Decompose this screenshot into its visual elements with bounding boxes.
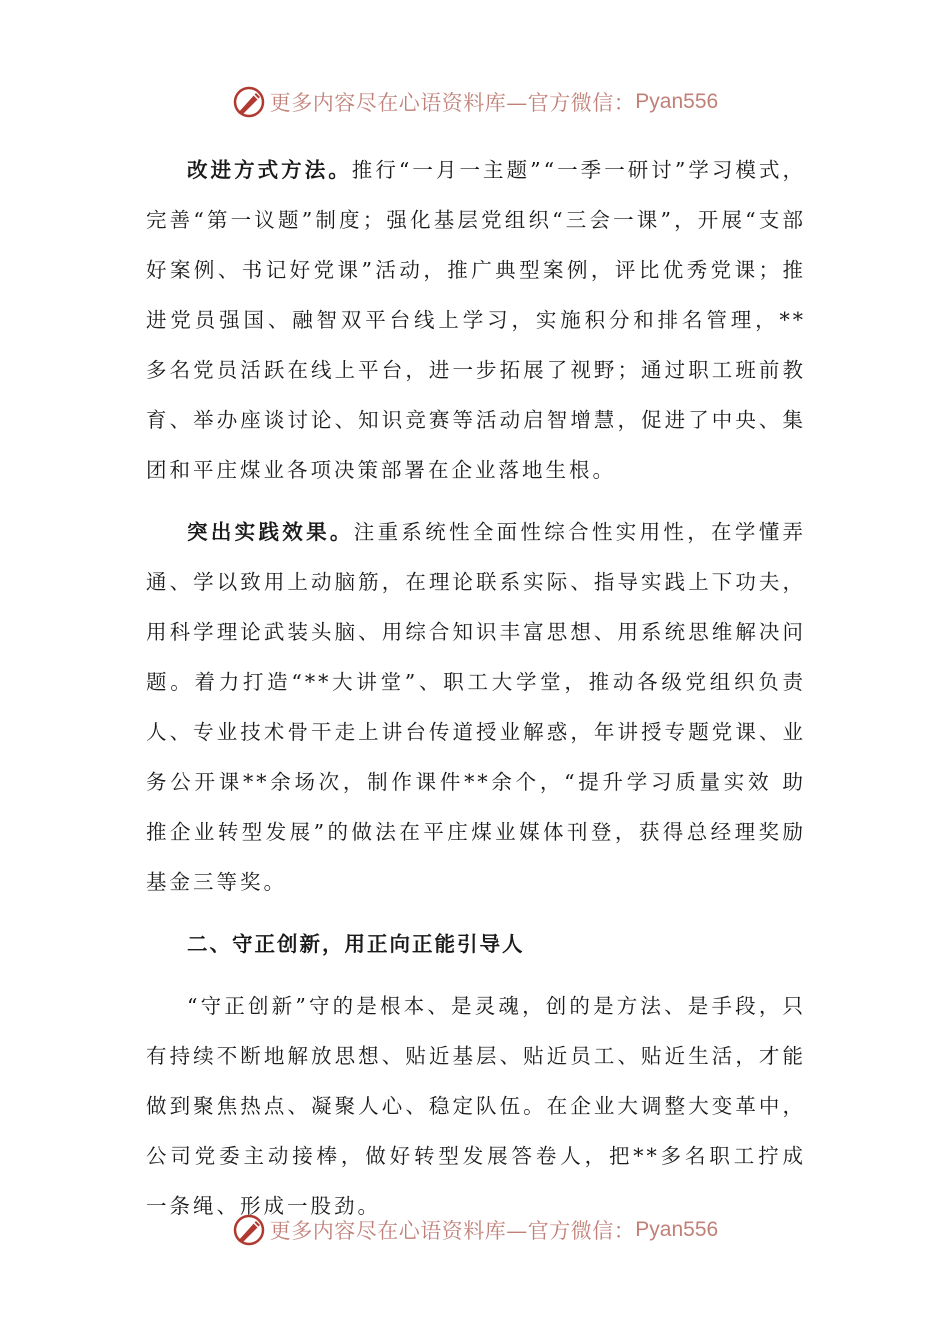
watermark-header bbox=[0, 82, 950, 122]
paragraph-1 bbox=[146, 145, 806, 495]
section-paragraph: “守正创新”守的是根本、是灵魂，创的是方法、是手段，只有持续不断地解放思想、贴近基层、贴近员工、贴近生活，才能做到聚焦热点、凝聚人心、稳定队伍。在企业大调整大变革中，公司党委主动接棒，做好转型发展答卷人，把**多名职工拧成一条绳、形成一股劲。 bbox=[146, 994, 806, 1218]
section-heading: 二、守正创新，用正向正能引导人 bbox=[187, 932, 525, 956]
watermark-id: Pyan556 bbox=[635, 90, 719, 113]
watermark-footer bbox=[0, 1210, 950, 1250]
watermark-text: 更多内容尽在心语资料库—官方微信： bbox=[269, 91, 636, 115]
watermark-text: 更多内容尽在心语资料库—官方微信： bbox=[269, 1219, 636, 1243]
paragraph-1-body: 推行“一月一主题”“一季一研讨”学习模式，完善“第一议题”制度；强化基层党组织“三会一课”，开展“支部好案例、书记好党课”活动，推广典型案例，评比优秀党课；推进党员强国、融智双平台线上学习，实施积分和排名管理，**多名党员活跃在线上平台，进一步拓展了视野；通过职工班前教育、举办座谈讨论、知识竞赛等活动启智增慧，促进了中央、集团和平庄煤业各项决策部署在企业落地生根。 bbox=[146, 158, 807, 482]
paragraph-2-lead: 突出实践效果。 bbox=[187, 520, 354, 544]
paragraph-2 bbox=[146, 507, 806, 907]
paragraph-2-body: 注重系统性全面性综合性实用性，在学懂弄通、学以致用上动脑筋，在理论联系实际、指导实践上下功夫，用科学理论武装头脑、用综合知识丰富思想、用系统思维解决问题。着力打造“**大讲堂”、职工大学堂，推动各级党组织负责人、专业技术骨干走上讲台传道授业解惑，年讲授专题党课、业务公开课**余场次，制作课件**余个，“提升学习质量实效 助推企业转型发展”的做法在平庄煤业媒体刊登，获得总经理奖励基金三等奖。 bbox=[146, 520, 807, 894]
pen-logo-icon bbox=[232, 85, 266, 119]
pen-logo-icon bbox=[232, 1213, 266, 1247]
watermark-id: Pyan556 bbox=[635, 1218, 719, 1241]
paragraph-1-lead: 改进方式方法。 bbox=[187, 158, 352, 182]
document-body bbox=[146, 145, 806, 1231]
